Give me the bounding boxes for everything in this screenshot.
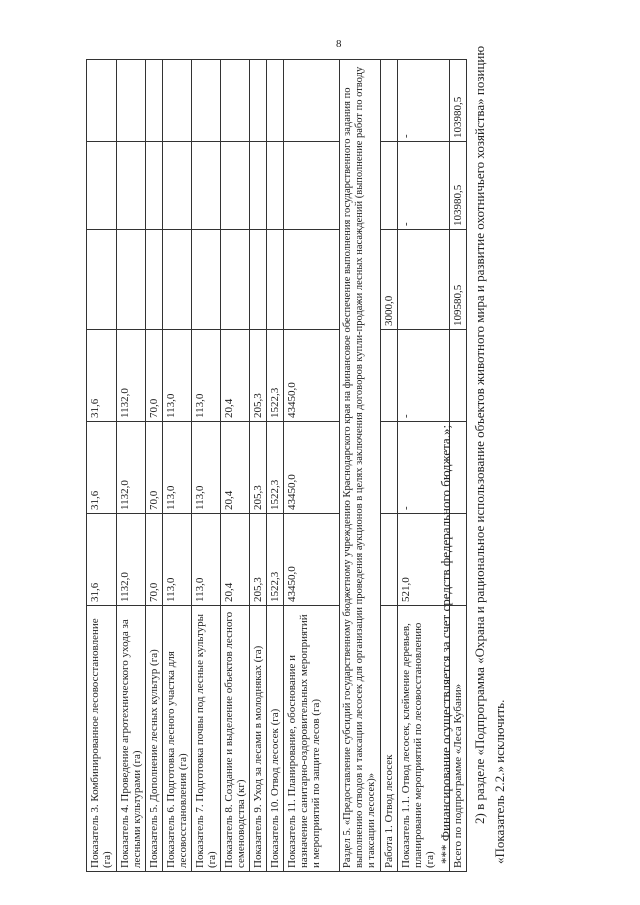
value-cell: 20,4 — [221, 514, 250, 606]
value-cell — [284, 60, 340, 142]
row-label-cell: Показатель 4. Проведение агротехнического ухода за лесными культурами (га) — [117, 606, 146, 872]
value-cell — [381, 60, 398, 142]
value-cell — [87, 230, 117, 330]
footnote: *** Финансирование осуществляется за счет средств федерального бюджета.»; — [438, 424, 453, 864]
value-cell — [117, 142, 146, 230]
row-label-cell: Показатель 9. Уход за лесами в молодняках (га) — [250, 606, 267, 872]
value-cell: - — [398, 60, 450, 142]
value-cell — [192, 230, 221, 330]
row-label-cell: Показатель 5. Дополнение лесных культур (га) — [146, 606, 163, 872]
value-cell: 1132,0 — [117, 422, 146, 514]
value-cell — [267, 60, 284, 142]
value-cell — [163, 142, 192, 230]
page-number: 8 — [336, 38, 342, 50]
value-cell — [250, 230, 267, 330]
value-cell: 3000,0 — [381, 230, 398, 330]
value-cell — [381, 142, 398, 230]
value-cell: 1132,0 — [117, 514, 146, 606]
value-cell: 31,6 — [87, 422, 117, 514]
value-cell: - — [398, 422, 450, 514]
value-cell — [381, 330, 398, 422]
value-cell: 113,0 — [192, 422, 221, 514]
value-cell: 70,0 — [146, 330, 163, 422]
value-cell: 1522,3 — [267, 330, 284, 422]
value-cell: 205,3 — [250, 422, 267, 514]
table-row — [146, 60, 163, 872]
section-5-heading: Раздел 5. «Предоставление субсидий государственному бюджетному учреждению Краснодарского края на финансовое обеспечение выполнения государственного задания по выполнению отводов и таксации лесосек для организации проведения аукционов в целях заключения договоров купли-продажи лесных насаждений (выполнение работ по отводу и таксации лесосек)» — [340, 60, 381, 872]
value-cell — [221, 142, 250, 230]
value-cell: 43450,0 — [284, 422, 340, 514]
row-label-cell: Показатель 11. Планирование, обоснование и назначение санитарно-оздоровительных мероприятий и мероприятий по защите лесов (га) — [284, 606, 340, 872]
row-label-cell: Показатель 6. Подготовка лесного участка для лесовосстановления (га) — [163, 606, 192, 872]
value-cell: 31,6 — [87, 330, 117, 422]
value-cell — [87, 142, 117, 230]
value-cell: 103980,5 — [450, 60, 467, 142]
value-cell: 113,0 — [192, 330, 221, 422]
amendment-paragraph: 2) в разделе «Подпрограмма «Охрана и рациональное использование объектов животного мира и развитие охотничьего хозяйства» позицию «Показатель 2.2.» исключить. — [472, 45, 507, 864]
value-cell: 103980,5 — [450, 142, 467, 230]
row-label-cell: Показатель 10. Отвод лесосек (га) — [267, 606, 284, 872]
value-cell — [117, 230, 146, 330]
table-row — [87, 60, 117, 872]
value-cell — [146, 142, 163, 230]
value-cell: - — [398, 142, 450, 230]
value-cell: 70,0 — [146, 422, 163, 514]
value-cell: 205,3 — [250, 330, 267, 422]
value-cell — [267, 142, 284, 230]
program-indicators-table — [86, 59, 467, 872]
table-row — [284, 60, 340, 872]
value-cell — [250, 142, 267, 230]
value-cell — [267, 230, 284, 330]
value-cell: 20,4 — [221, 422, 250, 514]
value-cell: 43450,0 — [284, 330, 340, 422]
value-cell: 205,3 — [250, 514, 267, 606]
value-cell — [221, 60, 250, 142]
table-row — [163, 60, 192, 872]
row-label-cell: Показатель 3. Комбинированное лесовосстановление (га) — [87, 606, 117, 872]
table-row — [250, 60, 267, 872]
value-cell: 20,4 — [221, 330, 250, 422]
rotated-page-content — [16, 32, 616, 872]
table-row — [221, 60, 250, 872]
value-cell — [192, 60, 221, 142]
notes-block — [436, 44, 510, 864]
value-cell: - — [398, 330, 450, 422]
value-cell — [146, 60, 163, 142]
value-cell — [117, 60, 146, 142]
row-label-cell: Показатель 1.1. Отвод лесосек, клеймение деревьев, планирование мероприятий по лесовосстановлению (га) — [398, 606, 450, 872]
row-label-cell: Всего по подпрограмме «Леса Кубани» — [450, 606, 467, 872]
value-cell — [87, 60, 117, 142]
value-cell: 1132,0 — [117, 330, 146, 422]
table-row — [381, 60, 398, 872]
value-cell — [284, 230, 340, 330]
row-label-cell: Показатель 8. Создание и выделение объектов лесного семеноводства (кг) — [221, 606, 250, 872]
value-cell: 113,0 — [163, 422, 192, 514]
value-cell: 70,0 — [146, 514, 163, 606]
value-cell: 113,0 — [192, 514, 221, 606]
value-cell: 521,0 — [398, 514, 450, 606]
value-cell — [250, 60, 267, 142]
value-cell — [146, 230, 163, 330]
table-row — [117, 60, 146, 872]
value-cell — [221, 230, 250, 330]
table-row — [267, 60, 284, 872]
value-cell: 1522,3 — [267, 422, 284, 514]
value-cell: 43450,0 — [284, 514, 340, 606]
value-cell — [381, 422, 398, 514]
value-cell: 109580,5 — [450, 230, 467, 330]
table-row — [192, 60, 221, 872]
value-cell — [381, 514, 398, 606]
row-label-cell: Показатель 7. Подготовка почвы под лесные культуры (га) — [192, 606, 221, 872]
value-cell: 113,0 — [163, 330, 192, 422]
value-cell — [163, 60, 192, 142]
value-cell — [284, 142, 340, 230]
value-cell: 31,6 — [87, 514, 117, 606]
table-row-section — [340, 60, 381, 872]
value-cell: 113,0 — [163, 514, 192, 606]
value-cell — [192, 142, 221, 230]
value-cell — [163, 230, 192, 330]
value-cell: 1522,3 — [267, 514, 284, 606]
row-label-cell: Работа 1. Отвод лесосек — [381, 606, 398, 872]
